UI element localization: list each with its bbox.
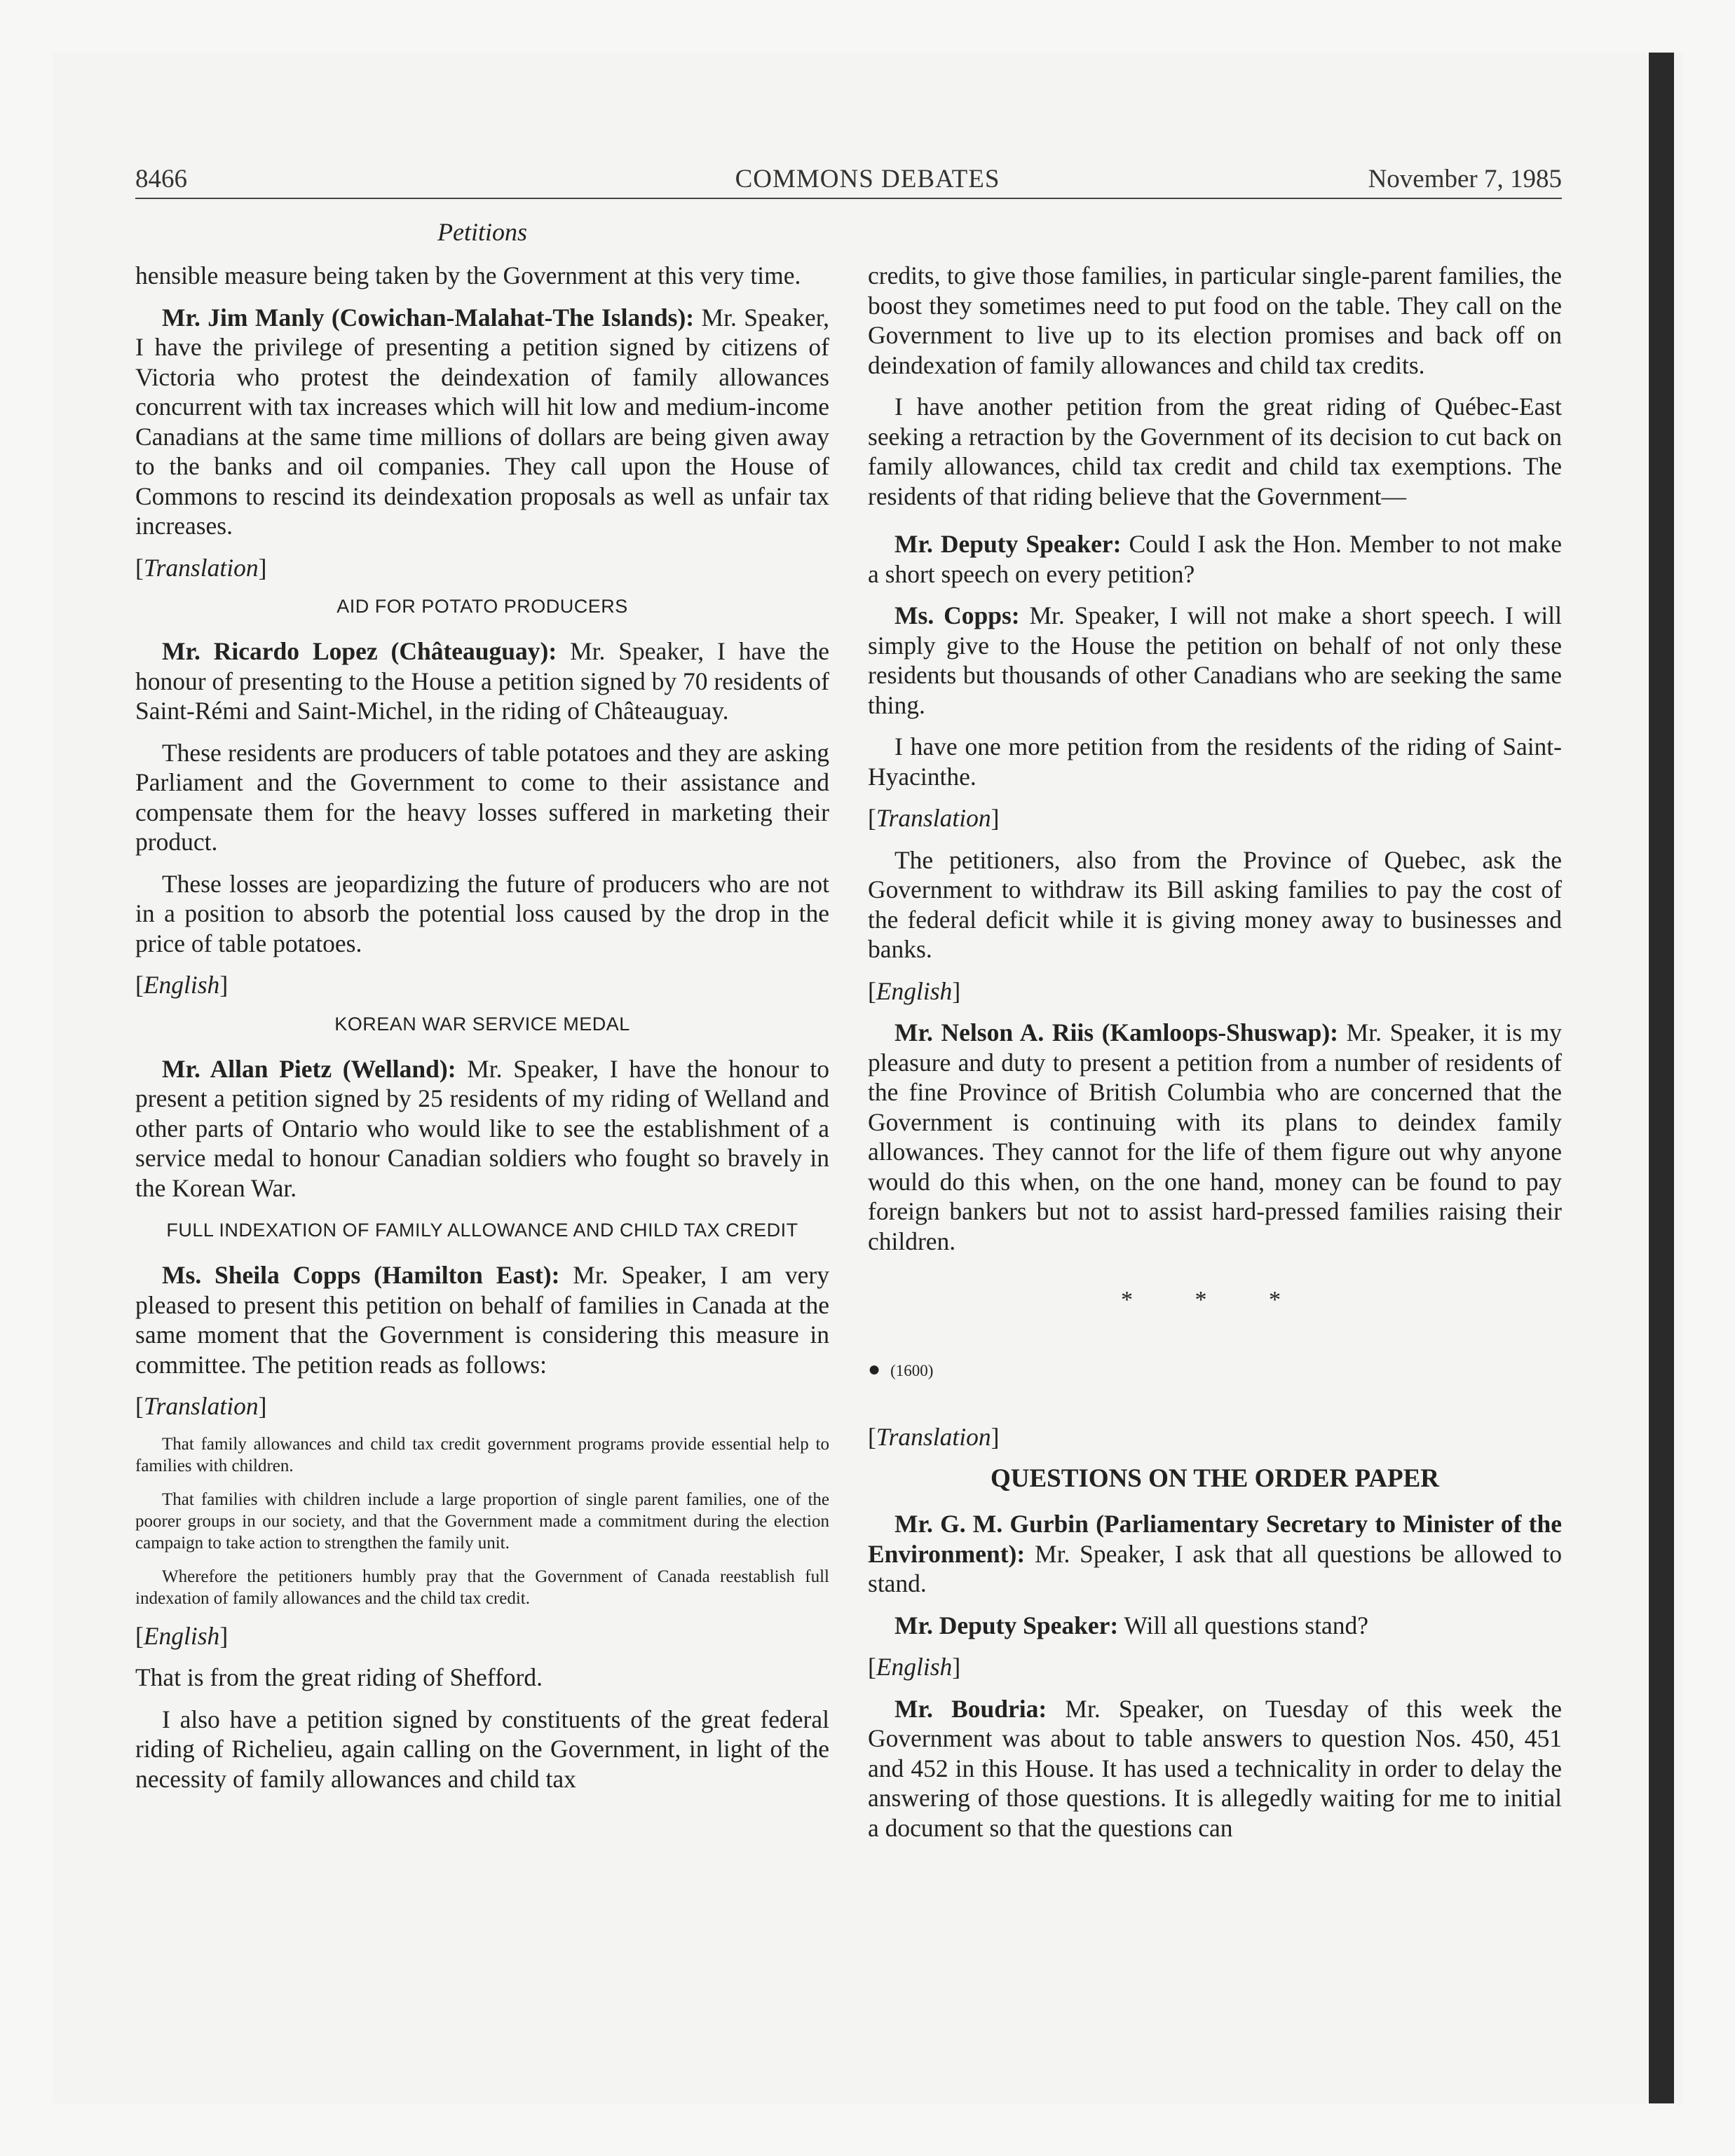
right-column — [868, 261, 1562, 1855]
speaker-name: Mr. Deputy Speaker: — [894, 1611, 1119, 1639]
speech-text: Mr. Speaker, I have the honour of presenting to the House a petition signed by 70 residents of Saint-Rémi and Saint-Michel, in the riding of Châteauguay. — [135, 637, 830, 725]
language-tag-text: English — [876, 976, 953, 1005]
language-tag: [English] — [868, 1653, 961, 1681]
speaker-name: Ms. Copps: — [894, 601, 1020, 629]
language-tag: [Translation] — [868, 804, 1000, 832]
petition-quote: Wherefore the petitioners humbly pray that the Government of Canada reestablish full indexation of family allowances and the child tax credit. — [135, 1567, 829, 1608]
language-tag-text: English — [143, 971, 220, 999]
paragraph — [868, 1694, 1562, 1843]
scan-edge — [1649, 53, 1674, 2103]
paragraph — [135, 1054, 829, 1203]
paragraph: The petitioners, also from the Province of Quebec, ask the Government to withdraw its Bill asking families to pay the cost of the federal deficit while it is giving money away to businesses and banks. — [868, 845, 1562, 963]
paragraph: hensible measure being taken by the Government at this very time. — [135, 261, 801, 289]
paragraph — [135, 1260, 829, 1379]
paragraph: I have another petition from the great riding of Québec-East seeking a retraction by the Government of its decision to cut back on family allowances, child tax credit and child tax exemptions. The residents of that riding believe that the Government— — [868, 393, 1562, 510]
language-tag-text: English — [876, 1653, 953, 1681]
language-tag: [Translation] — [135, 1392, 267, 1420]
petition-quote: That families with children include a large proportion of single parent families, one of the poorer groups in our society, and that the Government made a commitment during the election campaign to take action to strengthen the family unit. — [135, 1489, 829, 1553]
language-tag-text: Translation — [143, 553, 259, 582]
speech-text: Mr. Speaker, I have the privilege of presenting a petition signed by citizens of Victoria who protest the deindexation of family allowances concurrent with tax increases which will hit low and medium-income Canadians at the same time millions of dollars are being given away to the banks and oil companies. They call upon the House of Commons to rescind its deindexation proposals as well as unfair tax increases. — [135, 303, 830, 540]
subheading: FULL INDEXATION OF FAMILY ALLOWANCE AND CHILD TAX CREDIT — [166, 1220, 798, 1241]
language-tag-text: Translation — [143, 1392, 259, 1420]
speech-text: Mr. Speaker, on Tuesday of this week the Government was about to table answers to question Nos. 450, 451 and 452 in this House. It has used a technicality in order to delay the answering of those questions. It is allegedly waiting for me to initial a document so that the questions can — [868, 1694, 1562, 1842]
speech-text: Mr. Speaker, it is my pleasure and duty to present a petition from a number of residents of the fine Province of British Columbia who are concerned that the Government is continuing with its plans to deindex family allowances. They cannot for the life of them figure out why anyone would do this when, on the one hand, money can be found to pay foreign bankers but not to assist hard-pressed families raising their children. — [868, 1018, 1563, 1255]
speaker-name: Mr. Allan Pietz (Welland): — [162, 1054, 456, 1083]
bullet-icon: ● — [868, 1357, 881, 1381]
paragraph — [868, 601, 1562, 720]
page-date: November 7, 1985 — [1368, 165, 1562, 193]
language-tag: [English] — [135, 971, 229, 999]
speech-text: Mr. Speaker, I will not make a short speech. I will simply give to the House the petition on behalf of not only these residents but thousands of other Canadians who are seeking the same thing. — [868, 601, 1562, 719]
speech-text: Will all questions stand? — [1118, 1611, 1368, 1639]
speaker-name: Mr. Boudria: — [894, 1694, 1047, 1723]
speech-text: Mr. Speaker, I ask that all questions be allowed to stand. — [868, 1539, 1562, 1597]
speech-text: Mr. Speaker, I am very pleased to present this petition on behalf of families in Canada at the same moment that the Government is considering this measure in committee. The petition reads as follows: — [135, 1261, 829, 1379]
language-tag: [English] — [135, 1621, 229, 1650]
subheading: AID FOR POTATO PRODUCERS — [336, 596, 628, 617]
journal-title: COMMONS DEBATES — [735, 165, 1000, 193]
speech-text: Mr. Speaker, I have the honour to present a petition signed by 25 residents of my riding of Welland and other parts of Ontario who would like to see the establishment of a service medal to honour Canadian soldiers who fought so bravely in the Korean War. — [135, 1054, 829, 1202]
paragraph: That is from the great riding of Shefford. — [135, 1663, 543, 1691]
paragraph — [868, 1509, 1562, 1599]
language-tag: [Translation] — [135, 553, 267, 582]
section-title: QUESTIONS ON THE ORDER PAPER — [990, 1464, 1440, 1493]
paragraph — [868, 529, 1562, 589]
speech-text: Could I ask the Hon. Member to not make a short speech on every petition? — [868, 530, 1562, 588]
subheading: KOREAN WAR SERVICE MEDAL — [334, 1013, 630, 1035]
section-separator: * * * — [1121, 1287, 1309, 1313]
language-tag-text: English — [143, 1621, 220, 1650]
language-tag-text: Translation — [876, 804, 991, 832]
paragraph: credits, to give those families, in particular single-parent families, the boost they sometimes need to put food on the table. They call on the Government to live up to its election promises and back off on deindexation of family allowances and child tax credits. — [868, 261, 1562, 379]
language-tag: [English] — [868, 976, 961, 1005]
speaker-name: Mr. Deputy Speaker: — [894, 530, 1122, 558]
speaker-name: Mr. Ricardo Lopez (Châteauguay): — [162, 637, 557, 665]
paragraph — [135, 303, 829, 541]
left-column — [135, 261, 829, 1806]
paragraph — [868, 1611, 1562, 1641]
language-tag: [Translation] — [868, 1423, 1000, 1451]
paragraph: These losses are jeopardizing the future of producers who are not in a position to absorb the potential loss caused by the drop in the price of table potatoes. — [135, 869, 829, 957]
paragraph: I also have a petition signed by constituents of the great federal riding of Richelieu, again calling on the Government, in light of the necessity of family allowances and child tax — [135, 1705, 829, 1793]
petition-quote: That family allowances and child tax credit government programs provide essential help to families with children. — [135, 1434, 829, 1475]
paragraph: These residents are producers of table potatoes and they are asking Parliament and the Government to come to their assistance and compensate them for the heavy losses suffered in marketing their product. — [135, 738, 829, 856]
section-heading: Petitions — [437, 218, 527, 246]
paragraph — [868, 1018, 1562, 1256]
page-number: 8466 — [135, 165, 187, 193]
language-tag-text: Translation — [876, 1423, 991, 1451]
speaker-name: Mr. G. M. Gurbin (Parliamentary Secretary to Minister of the Environment): — [868, 1510, 1562, 1568]
time-marker-text: (1600) — [890, 1361, 934, 1379]
paragraph: I have one more petition from the residents of the riding of Saint-Hyacinthe. — [868, 732, 1562, 791]
speaker-name: Mr. Nelson A. Riis (Kamloops-Shuswap): — [894, 1018, 1339, 1046]
time-marker — [868, 1355, 1562, 1386]
speaker-name: Ms. Sheila Copps (Hamilton East): — [162, 1261, 560, 1289]
header-rule — [135, 198, 1562, 199]
speaker-name: Mr. Jim Manly (Cowichan-Malahat-The Islands): — [162, 303, 695, 332]
paragraph — [135, 636, 829, 726]
